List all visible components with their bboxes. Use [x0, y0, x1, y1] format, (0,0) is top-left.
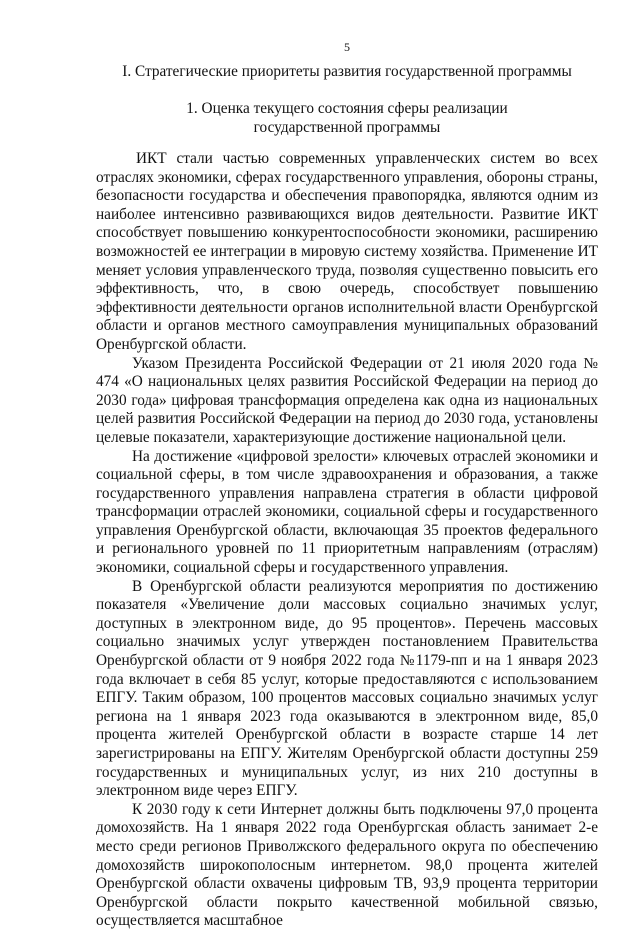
- paragraph-public-services: В Оренбургской области реализуются мероприятия по достижению показателя «Увеличение доли массовых социально значимых услуг, доступных в электронном виде, до 95 процентов». Перечень массовых социально значимых услуг утвержден постановлением Правительства Оренбургской области от 9 ноября 2022 года №1179-пп и на 1 января 2023 года включает в себя 85 услуг, которые предоставляются с использованием ЕПГУ. Таким образом, 100 процентов массовых социально значимых услуг региона на 1 января 2023 года оказываются в электронном виде, 85,0 процента жителей Оренбургской области в возрасте старше 14 лет зарегистрированы на ЕПГУ. Жителям Оренбургской области доступны 259 государственных и муниципальных услуг, из них 210 доступны в электронном виде через ЕПГУ.: [96, 577, 598, 800]
- subsection-title: [96, 99, 598, 137]
- paragraph-decree: Указом Президента Российской Федерации от 21 июля 2020 года № 474 «О национальных целях развития Российской Федерации на период до 2030 года» цифровая трансформация определена как одна из национальных целей развития Российской Федерации на период до 2030 года, установлены целевые показатели, характеризующие достижение национальной цели.: [96, 354, 598, 446]
- body-text: [96, 150, 598, 931]
- page-number: 5: [344, 40, 350, 54]
- paragraph-internet-access: К 2030 году к сети Интернет должны быть подключены 97,0 процента домохозяйств. На 1 января 2022 года Оренбургская область занимает 2-е место среди регионов Приволжского федерального округа по обеспечению домохозяйств широкополосным интернетом. 98,0 процента жителей Оренбургской области охвачены цифровым ТВ, 93,9 процента территории Оренбургской области покрыто качественной мобильной связью, осуществляется масштабное: [96, 800, 598, 930]
- subsection-title-line-2: государственной программы: [253, 119, 441, 136]
- paragraph-digital-maturity: На достижение «цифровой зрелости» ключевых отраслей экономики и социальной сферы, в том числе здравоохранения и образования, а также государственного управления направлена стратегия в области цифровой трансформации отраслей экономики, социальной сферы и государственного управления Оренбургской области, включающая 35 проектов федерального и регионального уровней по 11 приоритетным направлениям (отраслям) экономики, социальной сферы и государственного управления.: [96, 447, 598, 577]
- paragraph-ikt: ИКТ стали частью современных управленческих систем во всех отраслях экономики, сферах государственного управления, обороны страны, безопасности государства и обеспечения правопорядка, являются одним из наиболее интенсивно развивающихся видов деятельности. Развитие ИКТ способствует повышению конкурентоспособности экономики, расширению возможностей ее интеграции в мировую систему хозяйства. Применение ИТ меняет условия управленческого труда, позволяя существенно повысить его эффективность, что, в свою очередь, способствует повышению эффективности деятельности органов исполнительной власти Оренбургской области и органов местного самоуправления муниципальных образований Оренбургской области.: [96, 150, 598, 353]
- section-title: I. Стратегические приоритеты развития государственной программы: [122, 63, 572, 80]
- subsection-title-line-1: 1. Оценка текущего состояния сферы реализации: [186, 100, 508, 117]
